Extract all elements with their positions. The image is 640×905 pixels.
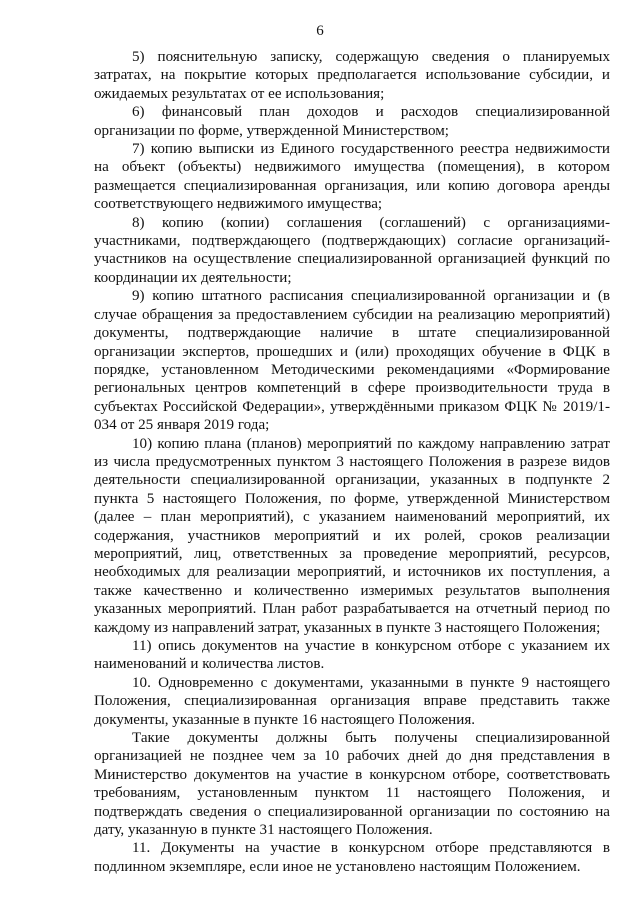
list-item-7-registry-extract: 7) копию выписки из Единого государственного реестра недвижимости на объект (объекты) недвижимого имущества (помещения), в котором размещается специализированная организация, или копию договора аренды соответствующего недвижимого имущества; — [94, 141, 610, 213]
list-item-11-inventory: 11) опись документов на участие в конкурсном отборе с указанием их наименований и количества листов. — [94, 638, 610, 673]
clause-10-continuation: Такие документы должны быть получены специализированной организацией не позднее чем за 10 рабочих дней до дня представления в Министерство документов на участие в конкурсном отборе, соответствовать требованиям, установленным пунктом 11 настоящего Положения, и подтверждать сведения о специализированной организации по состоянию на дату, указанную в пункте 31 настоящего Положения. — [94, 730, 610, 839]
page-number: 6 — [316, 23, 324, 39]
list-item-8-agreements: 8) копию (копии) соглашения (соглашений) с организациями-участниками, подтверждающего (подтверждающих) согласие организаций-участников на осуществление специализированной организацией функций по координации их деятельности; — [94, 214, 610, 286]
clause-10-paragraph: 10. Одновременно с документами, указанными в пункте 9 настоящего Положения, специализированная организация вправе представить также документы, указанные в пункте 16 настоящего Положения. — [94, 674, 610, 728]
list-item-6-financial-plan: 6) финансовый план доходов и расходов специализированной организации по форме, утвержденной Министерством; — [94, 104, 610, 139]
clause-11-paragraph: 11. Документы на участие в конкурсном отборе представляются в подлинном экземпляре, если иное не установлено настоящим Положением. — [94, 840, 610, 875]
list-item-9-staff-schedule: 9) копию штатного расписания специализированной организации и (в случае обращения за предоставлением субсидии на реализацию мероприятий) документы, подтверждающие наличие в штате специализированной организации экспертов, прошедших и (или) проходящих обучение в ФЦК в порядке, установленном Методическими рекомендациями «Формирование региональных центров компетенций в сфере производительности труда в субъектах Российской Федерации», утверждёнными приказом ФЦК № 2019/1-034 от 25 января 2019 года; — [94, 288, 610, 434]
document-body — [94, 48, 610, 876]
list-item-10-activity-plan: 10) копию плана (планов) мероприятий по каждому направлению затрат из числа предусмотренных пунктом 3 настоящего Положения в разрезе видов деятельности специализированной организации, указанных в подпункте 2 пункта 5 настоящего Положения, по форме, утвержденной Министерством (далее – план мероприятий), с указанием наименований мероприятий, их содержания, участников мероприятий и их ролей, сроков реализации мероприятий, лиц, ответственных за проведение мероприятий, ресурсов, необходимых для реализации мероприятий, и источников их поступления, а также качественно и количественно измеримых результатов выполнения указанных мероприятий. План работ разрабатывается на отчетный период по каждому из направлений затрат, указанных в пункте 3 настоящего Положения; — [94, 435, 610, 636]
list-item-5-explanatory-note: 5) пояснительную записку, содержащую сведения о планируемых затратах, на покрытие которых предполагается использование субсидии, и ожидаемых результатах от ее использования; — [94, 49, 610, 102]
